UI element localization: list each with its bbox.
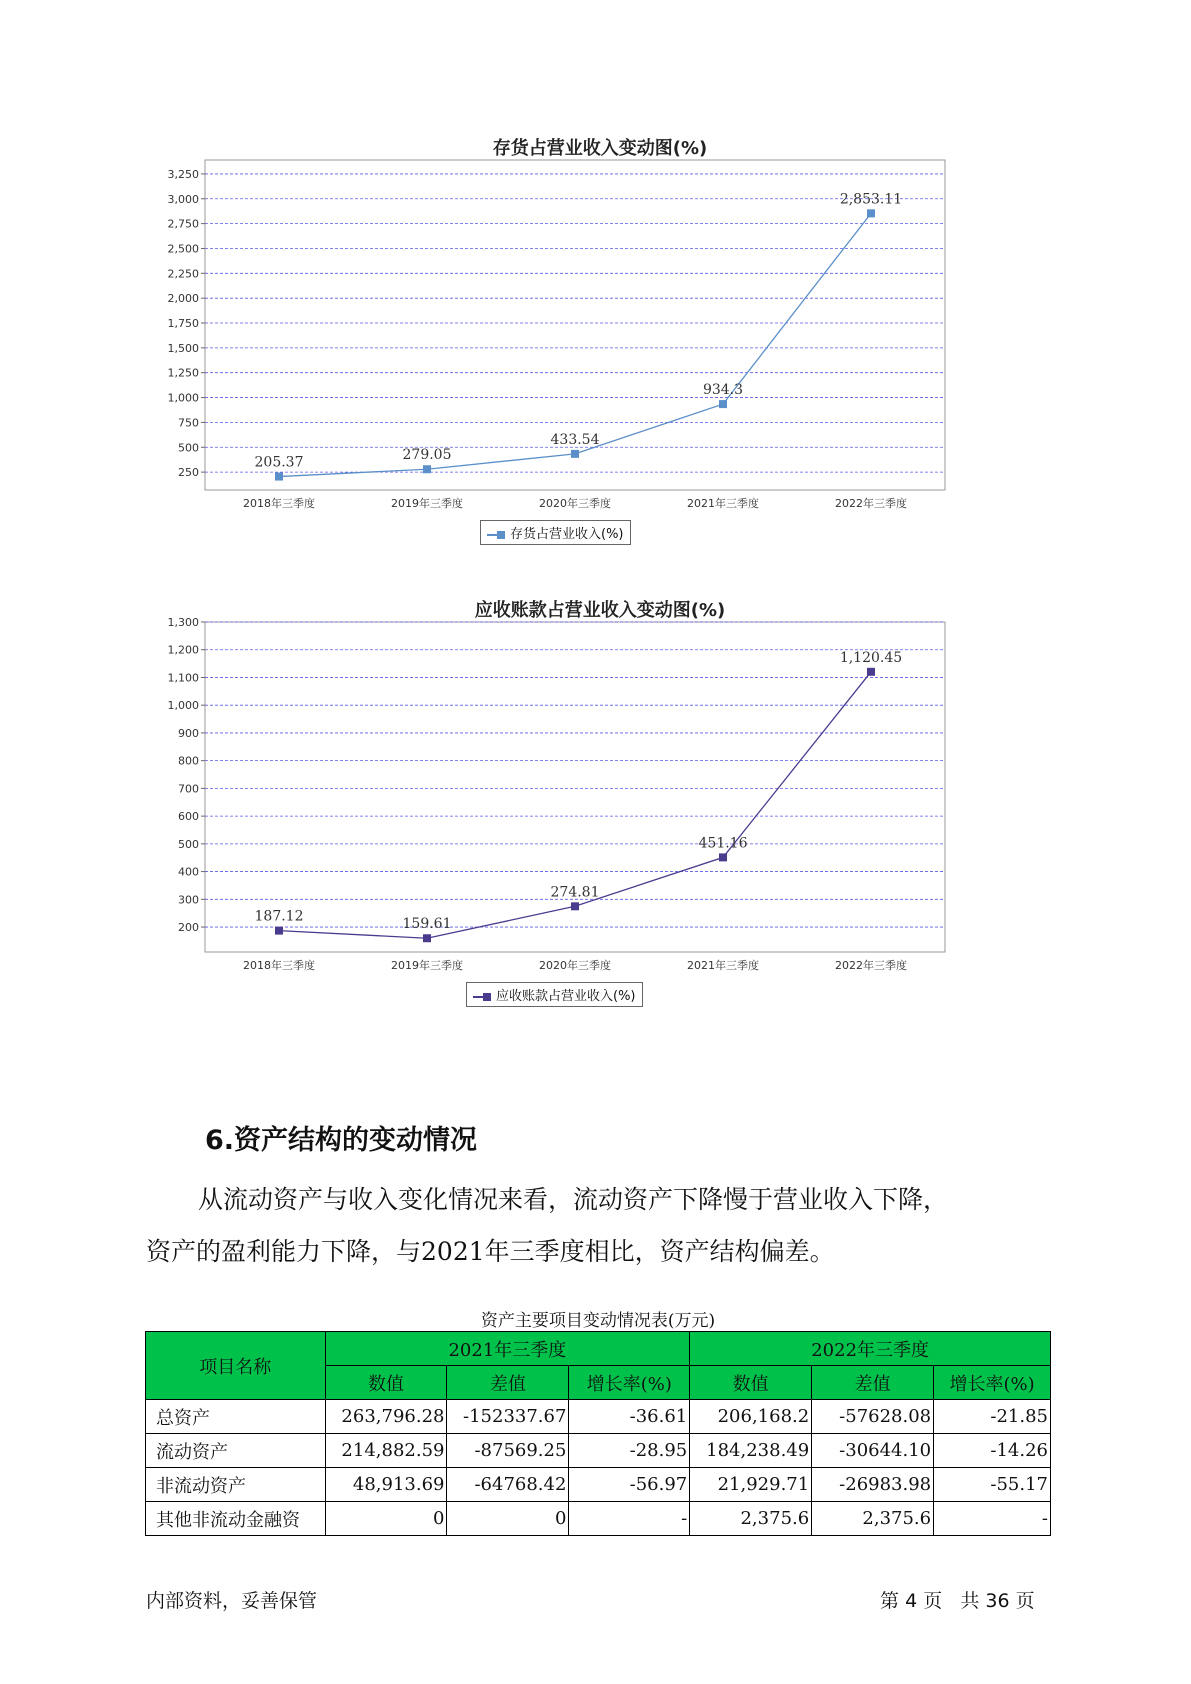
x-tick-label: 2019年三季度 [391, 959, 463, 972]
page-number: 第 4 页 共 36 页 [880, 1590, 1035, 1612]
column-header-growth: 增长率(%) [934, 1366, 1051, 1400]
column-header-item: 项目名称 [146, 1332, 326, 1400]
y-tick-label: 1,100 [167, 671, 199, 685]
table-cell: 263,796.28 [325, 1400, 447, 1434]
table-cell: 184,238.49 [690, 1434, 812, 1468]
y-tick-label: 1,000 [167, 391, 199, 405]
y-tick-label: 500 [178, 837, 199, 851]
table-cell: 2,375.6 [812, 1502, 934, 1536]
y-tick-label: 1,300 [167, 616, 199, 629]
legend-label: 存货占营业收入(%) [510, 527, 624, 542]
y-tick-label: 400 [178, 865, 199, 879]
x-tick-label: 2020年三季度 [539, 959, 611, 972]
row-name: 总资产 [146, 1400, 326, 1434]
x-tick-label: 2021年三季度 [687, 959, 759, 972]
table-cell: 0 [447, 1502, 569, 1536]
table-cell: -152337.67 [447, 1400, 569, 1434]
table-cell: -26983.98 [812, 1468, 934, 1502]
table-row [146, 1400, 1051, 1434]
y-tick-label: 1,250 [167, 366, 199, 380]
table-cell: -28.95 [569, 1434, 690, 1468]
y-tick-label: 1,500 [167, 341, 199, 355]
x-tick-label: 2021年三季度 [687, 497, 759, 510]
y-tick-label: 800 [178, 754, 199, 768]
y-tick-label: 300 [178, 893, 199, 907]
table-cell: -30644.10 [812, 1434, 934, 1468]
y-tick-label: 500 [178, 441, 199, 455]
section-paragraph [146, 1174, 1046, 1278]
table-cell: 2,375.6 [690, 1502, 812, 1536]
data-point [719, 853, 727, 861]
data-label: 433.54 [550, 431, 600, 448]
y-tick-label: 900 [178, 726, 199, 740]
section-heading: 6.资产结构的变动情况 [205, 1125, 478, 1156]
column-header-period: 2021年三季度 [325, 1332, 690, 1366]
data-point [275, 927, 283, 935]
data-point [867, 668, 875, 676]
table-row [146, 1502, 1051, 1536]
row-name: 流动资产 [146, 1434, 326, 1468]
table-cell: -55.17 [934, 1468, 1051, 1502]
table-cell: -36.61 [569, 1400, 690, 1434]
y-tick-label: 750 [178, 416, 199, 430]
chart-legend [466, 982, 643, 1007]
data-label: 159.61 [402, 916, 452, 933]
x-tick-label: 2020年三季度 [539, 497, 611, 510]
table-cell: 214,882.59 [325, 1434, 447, 1468]
x-tick-label: 2022年三季度 [835, 959, 907, 972]
data-label: 934.3 [702, 382, 744, 399]
x-tick-label: 2018年三季度 [243, 497, 315, 510]
column-header-diff: 差值 [812, 1366, 934, 1400]
y-tick-label: 700 [178, 782, 199, 796]
paragraph-line: 资产的盈利能力下降，与2021年三季度相比，资产结构偏差。 [146, 1237, 835, 1266]
y-tick-label: 2,500 [167, 242, 199, 256]
legend-line-icon [473, 996, 483, 998]
x-tick-label: 2018年三季度 [243, 959, 315, 972]
column-header-value: 数值 [690, 1366, 812, 1400]
receivables-ratio-chart [150, 592, 1050, 1012]
asset-change-table [145, 1331, 1051, 1536]
y-tick-label: 2,000 [167, 292, 199, 306]
table-cell: -14.26 [934, 1434, 1051, 1468]
column-header-diff: 差值 [447, 1366, 569, 1400]
data-label: 279.05 [402, 447, 452, 464]
column-header-growth: 增长率(%) [569, 1366, 690, 1400]
table-row [146, 1434, 1051, 1468]
data-point [423, 465, 431, 473]
y-tick-label: 1,000 [167, 699, 199, 713]
table-cell: -87569.25 [447, 1434, 569, 1468]
y-tick-label: 600 [178, 810, 199, 824]
data-label: 1,120.45 [839, 649, 903, 666]
data-point [867, 209, 875, 217]
table-cell: - [569, 1502, 690, 1536]
data-label: 187.12 [254, 908, 304, 925]
row-name: 其他非流动金融资 [146, 1502, 326, 1536]
chart-legend [480, 520, 631, 545]
legend-marker-icon [483, 993, 491, 1001]
table-title: 资产主要项目变动情况表(万元) [480, 1311, 716, 1331]
table-cell: - [934, 1502, 1051, 1536]
column-header-period: 2022年三季度 [690, 1332, 1051, 1366]
total-pages: 36 [985, 1590, 1010, 1612]
y-tick-label: 2,750 [167, 217, 199, 231]
data-point [571, 450, 579, 458]
data-point [423, 934, 431, 942]
column-header-value: 数值 [325, 1366, 447, 1400]
table-row [146, 1468, 1051, 1502]
data-label: 274.81 [550, 884, 600, 901]
legend-line-icon [487, 534, 497, 536]
data-point [571, 902, 579, 910]
data-label: 2,853.11 [839, 191, 903, 208]
x-tick-label: 2019年三季度 [391, 497, 463, 510]
paragraph-line: 从流动资产与收入变化情况来看，流动资产下降慢于营业收入下降， [198, 1185, 949, 1214]
chart-svg [150, 130, 1050, 530]
chart-svg [150, 592, 1050, 992]
current-page: 4 [905, 1590, 918, 1612]
x-tick-label: 2022年三季度 [835, 497, 907, 510]
chart-title: 存货占营业收入变动图(%) [492, 138, 708, 159]
row-name: 非流动资产 [146, 1468, 326, 1502]
data-point [719, 400, 727, 408]
data-label: 451.16 [698, 835, 748, 852]
footer-note: 内部资料，妥善保管 [146, 1590, 318, 1612]
table-cell: 21,929.71 [690, 1468, 812, 1502]
table-cell: -21.85 [934, 1400, 1051, 1434]
y-tick-label: 3,000 [167, 192, 199, 206]
y-tick-label: 2,250 [167, 267, 199, 281]
data-point [275, 473, 283, 481]
y-tick-label: 3,250 [167, 167, 199, 181]
table-cell: 48,913.69 [325, 1468, 447, 1502]
legend-label: 应收账款占营业收入(%) [496, 989, 636, 1004]
table-cell: 0 [325, 1502, 447, 1536]
table-cell: 206,168.2 [690, 1400, 812, 1434]
table-cell: -56.97 [569, 1468, 690, 1502]
inventory-ratio-chart [150, 130, 1050, 550]
y-tick-label: 200 [178, 921, 199, 935]
data-label: 205.37 [254, 454, 304, 471]
y-tick-label: 250 [178, 466, 199, 480]
table-cell: -64768.42 [447, 1468, 569, 1502]
y-tick-label: 1,750 [167, 317, 199, 331]
y-tick-label: 1,200 [167, 643, 199, 657]
legend-marker-icon [497, 531, 505, 539]
table-cell: -57628.08 [812, 1400, 934, 1434]
chart-title: 应收账款占营业收入变动图(%) [474, 600, 726, 621]
